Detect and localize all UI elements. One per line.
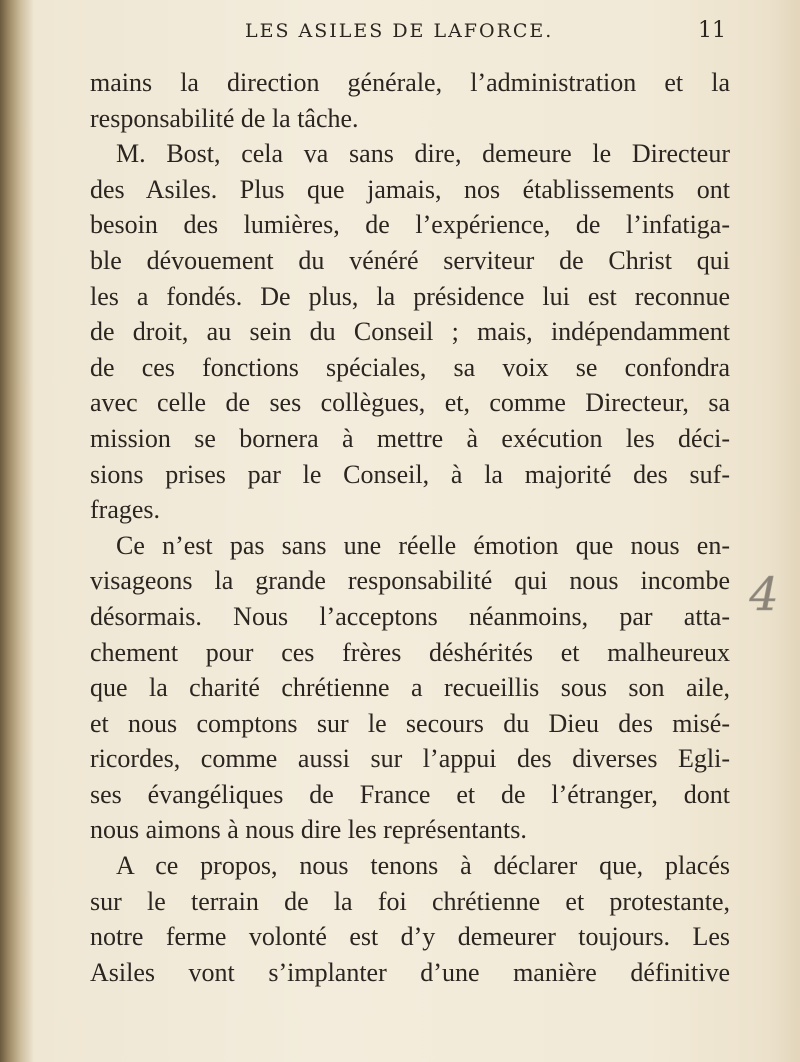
text-line: ricordes, comme aussi sur l’appui des diverses Egli- (90, 744, 730, 774)
text-line: chement pour ces frères déshérités et malheureux (90, 637, 730, 667)
text-line: que la charité chrétienne a recueillis sous son aile, (90, 673, 730, 703)
text-line: désormais. Nous l’acceptons néanmoins, par atta- (90, 601, 730, 631)
margin-note-text: 4 (749, 572, 779, 621)
text-line: notre ferme volonté est d’y demeurer toujours. Les (90, 922, 730, 952)
text-line: mission se bornera à mettre à exécution les déci- (90, 423, 730, 453)
text-line: frages. (90, 495, 161, 525)
text-line: ses évangéliques de France et de l’étranger, dont (90, 779, 730, 809)
text-line: mains la direction générale, l’administration et la (90, 68, 730, 97)
text-line: et nous comptons sur le secours du Dieu des misé- (90, 708, 730, 738)
running-title: LES ASILES DE LAFORCE. (245, 20, 554, 42)
margin-pencil-note (742, 572, 792, 632)
text-line: responsabilité de la tâche. (90, 103, 359, 133)
text-line: M. Bost, cela va sans dire, demeure le Directeur (116, 139, 730, 169)
body-text (90, 65, 730, 990)
text-line: les a fondés. De plus, la présidence lui est reconnue (90, 281, 730, 311)
text-line: Asiles vont s’implanter d’une manière définitive (90, 957, 730, 987)
text-line: sions prises par le Conseil, à la majorité des suf- (90, 459, 730, 489)
text-line: ble dévouement du vénéré serviteur de Christ qui (90, 245, 730, 275)
running-head (90, 18, 730, 48)
text-line: avec celle de ses collègues, et, comme Directeur, sa (90, 388, 730, 418)
text-line: visageons la grande responsabilité qui nous incombe (90, 566, 730, 596)
text-line: de droit, au sein du Conseil ; mais, indépendamment (90, 317, 730, 347)
text-line: des Asiles. Plus que jamais, nos établissements ont (90, 174, 730, 204)
text-line: sur le terrain de la foi chrétienne et protestante, (90, 886, 730, 916)
page-number: 11 (698, 18, 726, 43)
text-line: A ce propos, nous tenons à déclarer que, placés (116, 851, 730, 881)
text-line: Ce n’est pas sans une réelle émotion que nous en- (116, 530, 730, 560)
text-line: nous aimons à nous dire les représentants. (90, 815, 527, 845)
text-line: de ces fonctions spéciales, sa voix se confondra (90, 352, 730, 382)
binding-shadow (0, 0, 34, 1062)
text-line: besoin des lumières, de l’expérience, de l’infatiga- (90, 210, 730, 240)
